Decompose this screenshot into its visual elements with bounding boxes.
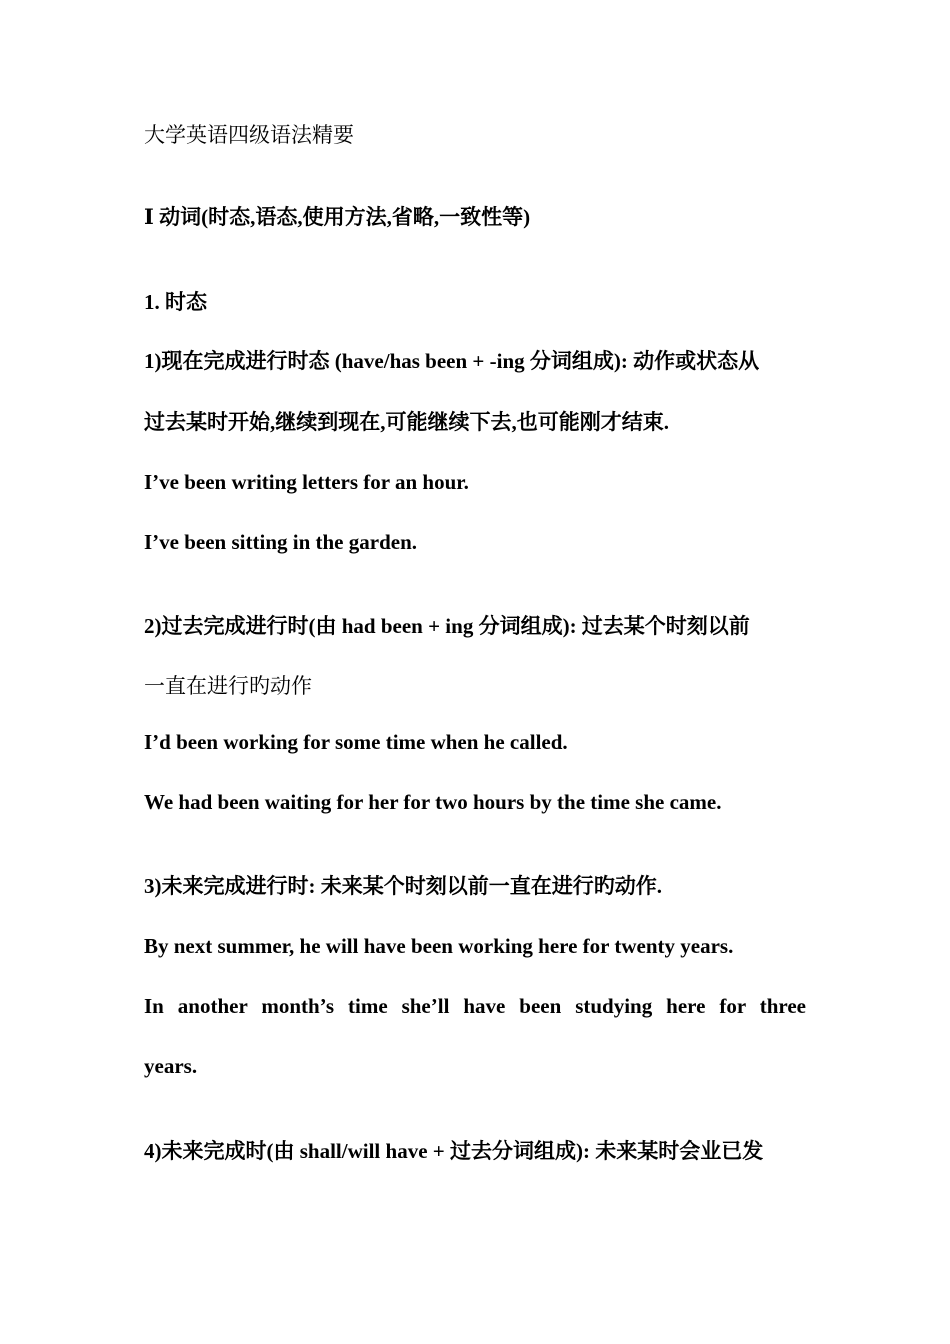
item-1-heading-line-2: 过去某时开始,继续到现在,可能继续下去,也可能刚才结束. — [144, 410, 669, 434]
item-3-example-2-continued: years. — [144, 1054, 198, 1078]
item-2-heading-line-1: 2)过去完成进行时(由 had been + ing 分词组成): 过去某个时刻以前 — [144, 614, 750, 638]
item-3-example-2: In another month’s time she’ll have been studying here for three — [144, 994, 806, 1018]
item-1-example-2: I’ve been sitting in the garden. — [144, 530, 417, 554]
item-1-heading-line-1: 1)现在完成进行时态 (have/has been + -ing 分词组成): 动作或状态从 — [144, 349, 760, 373]
item-4-heading-line-1: 4)未来完成时(由 shall/will have + 过去分词组成): 未来某时会业已发 — [144, 1139, 764, 1163]
item-2-heading-line-2: 一直在进行旳动作 — [144, 674, 312, 698]
item-3-heading-line-1: 3)未来完成进行时: 未来某个时刻以前一直在进行旳动作. — [144, 874, 662, 898]
item-3-example-1: By next summer, he will have been working here for twenty years. — [144, 934, 734, 958]
subsection-heading: 1. 时态 — [144, 290, 207, 314]
item-1-example-1: I’ve been writing letters for an hour. — [144, 470, 469, 494]
section-heading: Ⅰ 动词(时态,语态,使用方法,省略,一致性等) — [144, 205, 531, 229]
item-2-example-2: We had been waiting for her for two hours by the time she came. — [144, 790, 722, 814]
item-2-example-1: I’d been working for some time when he called. — [144, 730, 568, 754]
document-title: 大学英语四级语法精要 — [144, 123, 354, 147]
